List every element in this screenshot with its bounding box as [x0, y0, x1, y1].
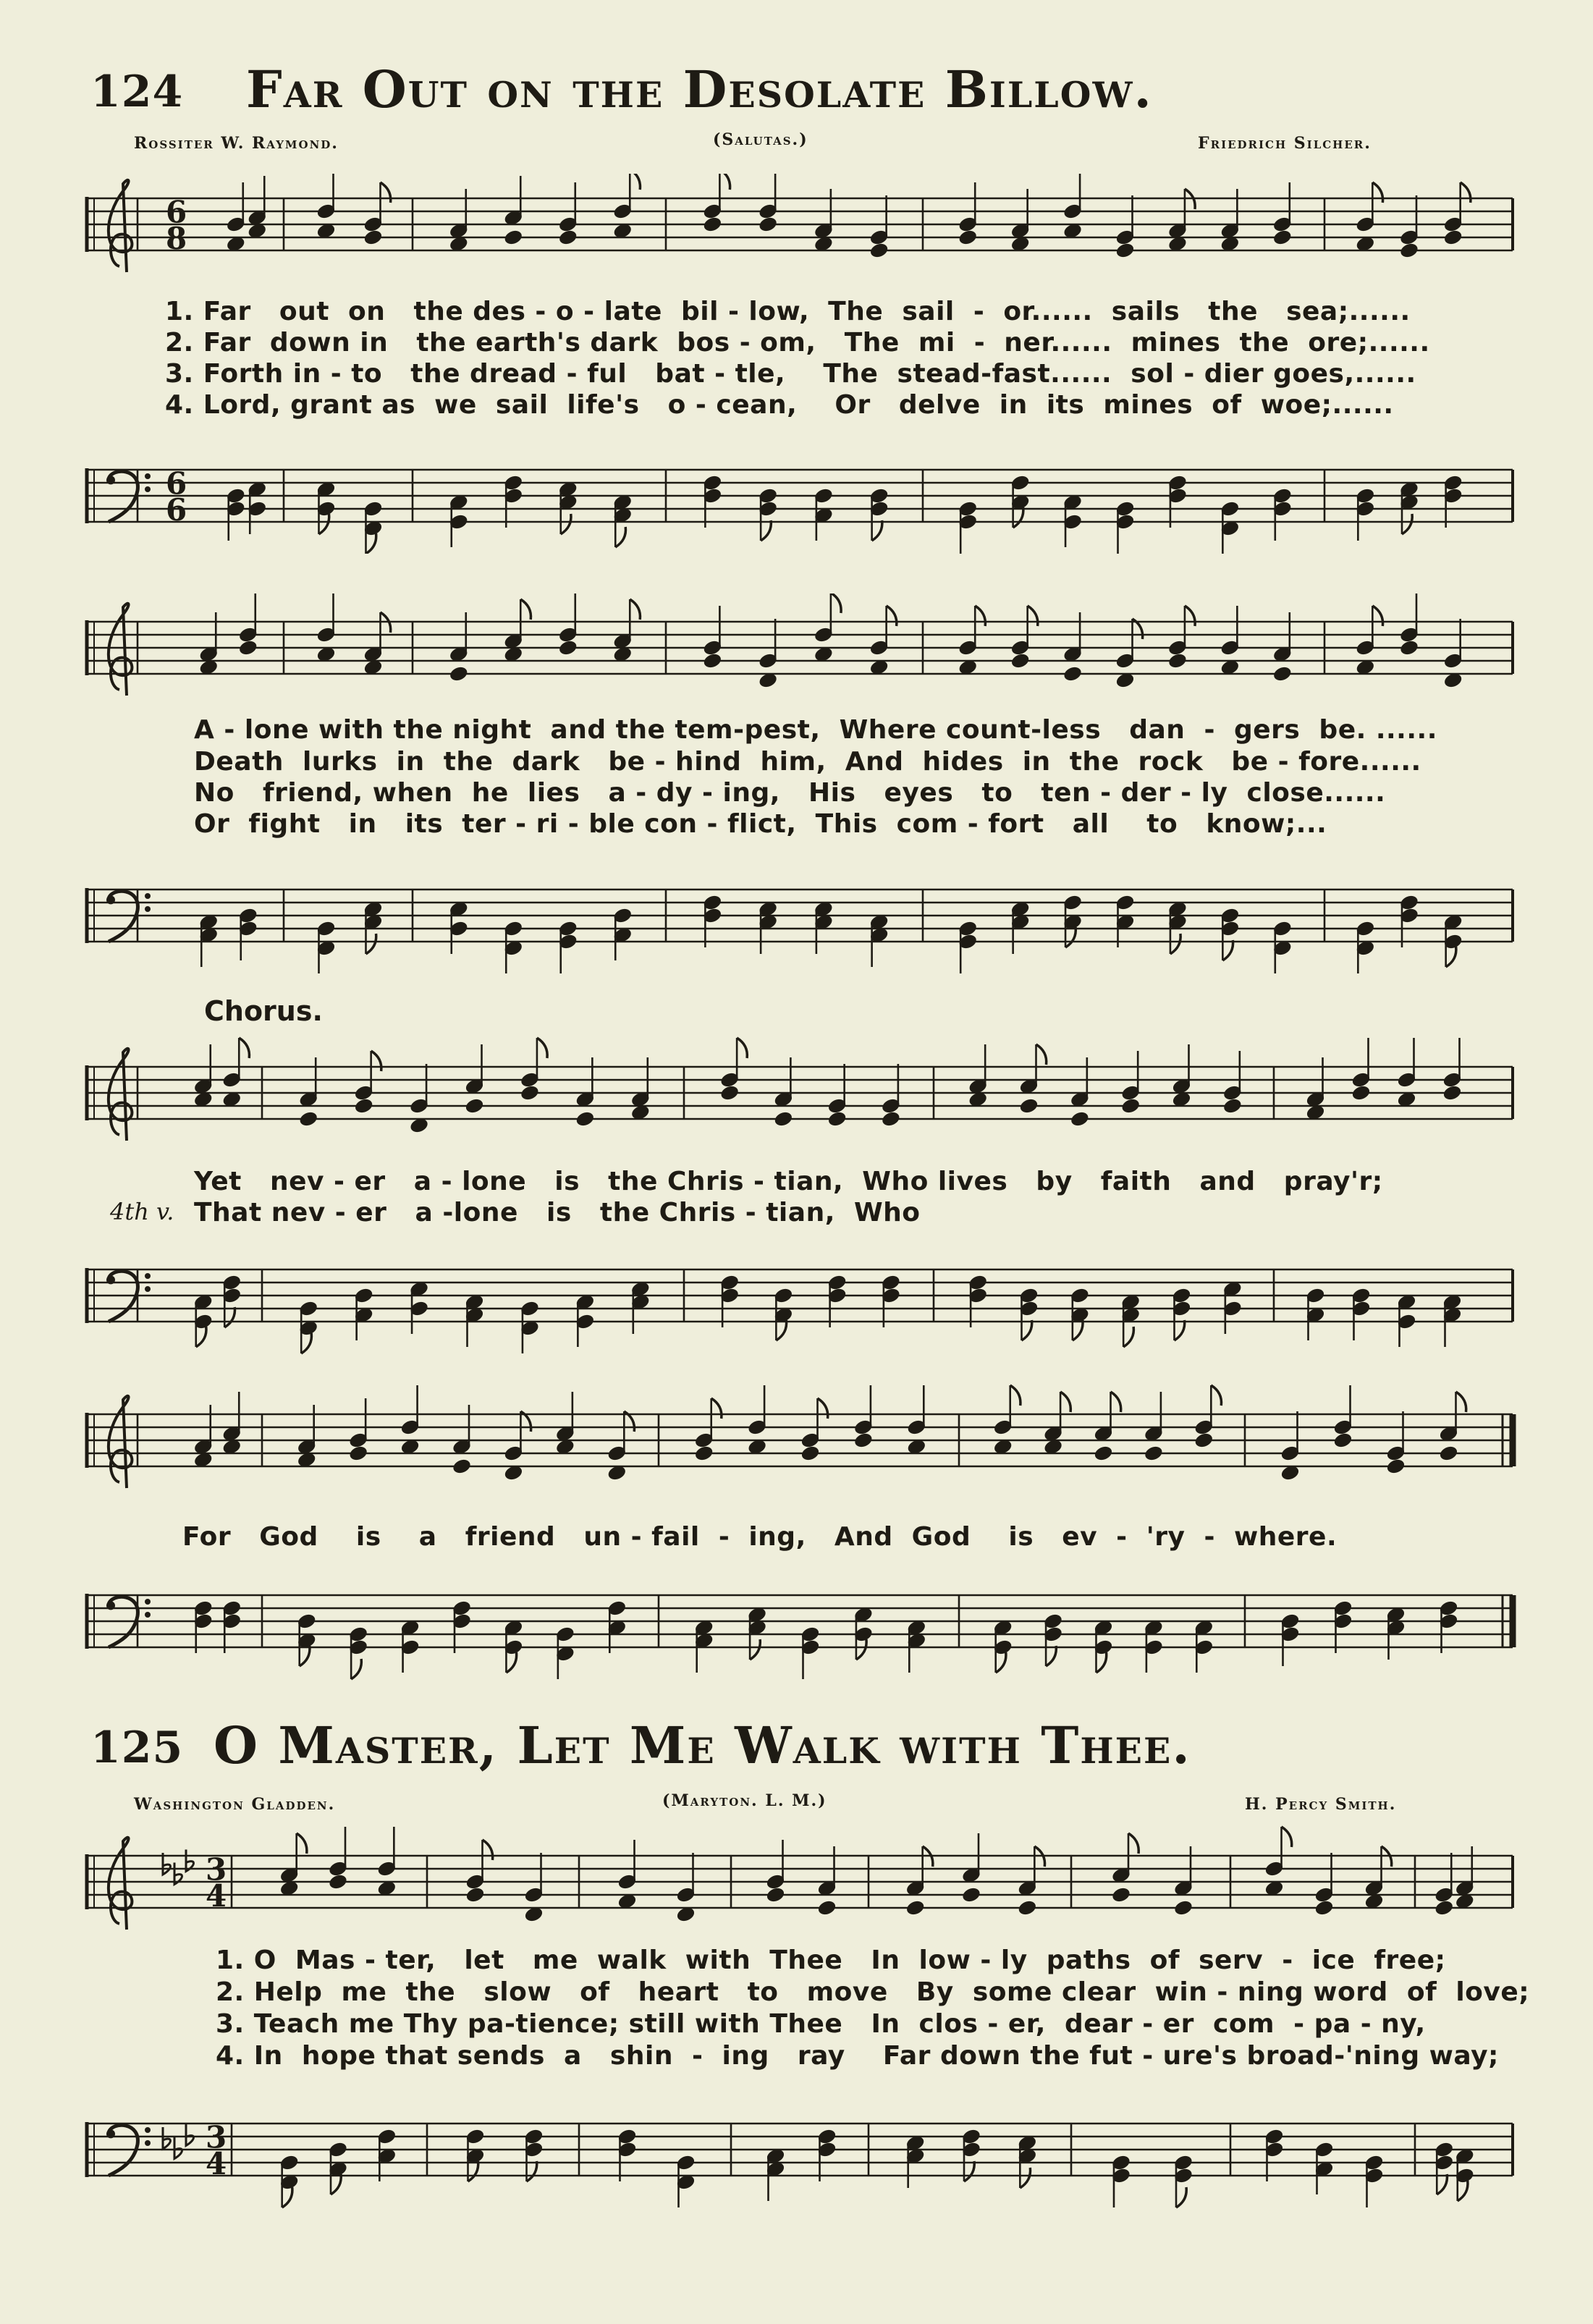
svg-text:6: 6: [166, 492, 187, 528]
hymn-125-tune: (Maryton. L. M.): [662, 1791, 827, 1810]
svg-text:3: 3: [206, 2119, 227, 2155]
svg-text:4: 4: [206, 2146, 227, 2182]
hymn-124-chorus-bass-1: [0, 1230, 1593, 1361]
hymn-125-verse-2: 2. Help me the slow of heart to move By some clear win - ning word of love;: [216, 1977, 1530, 2007]
hymn-124-chorus-treble-1: [0, 1028, 1593, 1158]
hymn-125-bass: [0, 2084, 1593, 2215]
hymn-124-verse-2-line-b: Death lurks in the dark be - hind him, And hides in the rock be - fore......: [194, 747, 1421, 777]
hymn-124-verse-4-line-b: Or fight in its ter - ri - ble con - flict, This com - fort all to know;...: [194, 809, 1327, 839]
svg-text:8: 8: [166, 221, 187, 257]
hymn-125-author: Washington Gladden.: [134, 1795, 336, 1814]
svg-text:3: 3: [206, 1851, 227, 1888]
svg-text:6: 6: [166, 194, 187, 230]
hymn-125-composer: H. Percy Smith.: [1245, 1795, 1397, 1814]
chorus-line-1-alt: That nev - er a -lone is the Chris - tian, Who: [194, 1198, 921, 1228]
hymn-124-chorus-bass-2: [0, 1556, 1593, 1686]
hymn-124-verse-3-line-b: No friend, when he lies a - dy - ing, His eyes to ten - der - ly close......: [194, 778, 1386, 808]
hymn-124-system-2-treble: [0, 593, 1593, 702]
hymn-124-verse-2-line-a: 2. Far down in the earth's dark bos - om, The mi - ner...... mines the ore;......: [165, 328, 1430, 358]
hymn-124-tune: (Salutas.): [713, 130, 808, 149]
hymn-124-chorus-treble-2: [0, 1379, 1593, 1502]
hymn-125-verse-4: 4. In hope that sends a shin - ing ray Far down the fut - ure's broad-'ning way;: [216, 2041, 1499, 2071]
hymn-124-verse-1-line-a: 1. Far out on the des - o - late bil - low, The sail - or...... sails the sea;......: [165, 297, 1411, 326]
hymn-124-system-2-bass: [0, 858, 1593, 973]
hymn-124-verse-3-line-a: 3. Forth in - to the dread - ful bat - tle, The stead-fast...... sol - dier goes,......: [165, 359, 1416, 389]
hymn-125-number: 125: [90, 1723, 184, 1773]
hymn-125-treble: [0, 1824, 1593, 1940]
hymn-124-verse-1-line-b: A - lone with the night and the tem-pest, Where count-less dan - gers be. ......: [194, 715, 1437, 745]
svg-text:6: 6: [166, 465, 187, 502]
hymn-124-system-1-bass: [0, 438, 1593, 554]
hymn-124-number: 124: [90, 67, 184, 117]
hymn-125-verse-3: 3. Teach me Thy pa-tience; still with Thee In clos - er, dear - er com - pa - ny,: [216, 2009, 1426, 2039]
hymn-124-author: Rossiter W. Raymond.: [134, 134, 339, 153]
fourth-verse-mark: 4th v.: [110, 1198, 174, 1225]
chorus-label: Chorus.: [204, 995, 323, 1027]
hymn-124-system-1-treble: [0, 174, 1593, 275]
chorus-line-2: For God is a friend un - fail - ing, And God is ev - 'ry - where.: [182, 1522, 1338, 1552]
chorus-line-1: Yet nev - er a - lone is the Chris - tian, Who lives by faith and pray'r;: [194, 1167, 1383, 1196]
hymn-124-composer: Friedrich Silcher.: [1198, 134, 1372, 153]
hymn-125-title: O Master, Let Me Walk with Thee.: [214, 1715, 1191, 1775]
hymn-124-verse-4-line-a: 4. Lord, grant as we sail life's o - cean, Or delve in its mines of woe;......: [165, 390, 1394, 420]
hymn-124-title: Far Out on the Desolate Billow.: [246, 59, 1153, 119]
svg-text:4: 4: [206, 1878, 227, 1914]
hymn-125-verse-1: 1. O Mas - ter, let me walk with Thee In low - ly paths of serv - ice free;: [216, 1945, 1446, 1975]
